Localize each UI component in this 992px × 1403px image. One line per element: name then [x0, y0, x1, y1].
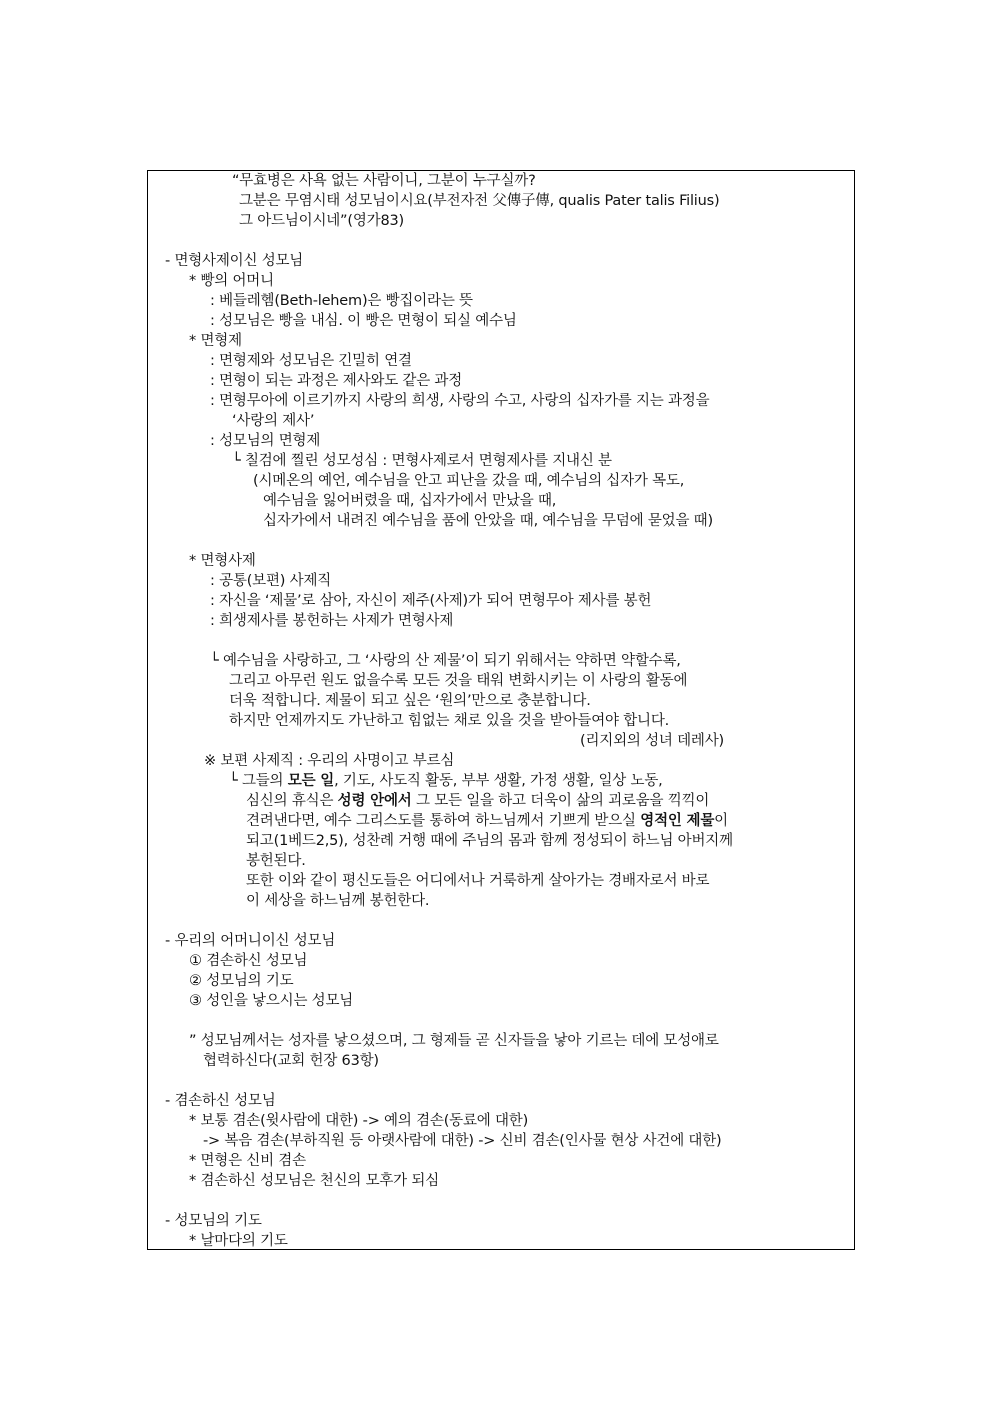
text-line: : 면형이 되는 과정은 제사와도 같은 과정 [210, 373, 463, 389]
text-line: : 베들레헴(Beth-lehem)은 빵집이라는 뜻 [210, 293, 473, 309]
text-line: * 빵의 어머니 [189, 273, 274, 289]
text-run: , 기도, 사도직 활동, 부부 생활, 가정 생활, 일상 노동, [334, 773, 663, 789]
text-line: 봉헌된다. [246, 853, 306, 869]
text-line: ③ 성인을 낳으시는 성모님 [189, 993, 354, 1009]
bold-phrase: 영적인 제물 [640, 813, 715, 829]
text-line: “무효병은 사욕 없는 사람이니, 그분이 누구실까? [232, 173, 536, 189]
text-line [246, 791, 709, 811]
text-line: └ 칠검에 찔린 성모성심 : 면형사제로서 면형제사를 지내신 분 [232, 453, 612, 469]
text-line: 예수님을 잃어버렸을 때, 십자가에서 만났을 때, [263, 493, 557, 509]
text-line: -> 복음 겸손(부하직원 등 아랫사람에 대한) -> 신비 겸손(인사물 현상 사건에 대한) [203, 1133, 722, 1149]
text-line: - 성모님의 기도 [165, 1213, 262, 1229]
text-line: * 보통 겸손(윗사람에 대한) -> 예의 겸손(동료에 대한) [189, 1113, 529, 1129]
text-line [229, 771, 663, 791]
text-line: 협력하신다(교회 헌장 63항) [203, 1053, 379, 1069]
text-line: * 날마다의 기도 [189, 1233, 288, 1249]
text-line: * 면형제 [189, 333, 242, 349]
text-line: (시메온의 예언, 예수님을 안고 피난을 갔을 때, 예수님의 십자가 목도, [253, 473, 685, 489]
text-line: - 면형사제이신 성모님 [165, 253, 304, 269]
text-line: : 성모님은 빵을 내심. 이 빵은 면형이 되실 예수님 [210, 313, 517, 329]
text-line: 더욱 적합니다. 제물이 되고 싶은 ‘원의’만으로 충분합니다. [229, 693, 591, 709]
text-line: 그리고 아무런 원도 없을수록 모든 것을 태워 변화시키는 이 사랑의 활동에 [229, 673, 688, 689]
text-line: : 성모님의 면형제 [210, 433, 321, 449]
text-line: 그분은 무염시태 성모님이시요(부전자전 父傳子傳, qualis Pater talis Filius) [239, 193, 720, 209]
text-line: 이 세상을 하느님께 봉헌한다. [246, 893, 430, 909]
text-line: ① 겸손하신 성모님 [189, 953, 308, 969]
text-run: 이 [714, 813, 728, 829]
text-run: 심신의 휴식은 [246, 793, 338, 809]
text-run: └ 그들의 [229, 773, 288, 789]
text-line: 또한 이와 같이 평신도들은 어디에서나 거룩하게 살아가는 경배자로서 바로 [246, 873, 710, 889]
text-line: └ 예수님을 사랑하고, 그 ‘사랑의 산 제물’이 되기 위해서는 약하면 약할수록, [210, 653, 681, 669]
text-line: * 면형은 신비 겸손 [189, 1153, 306, 1169]
text-line [246, 811, 728, 831]
text-run: 그 모든 일을 하고 더욱이 삶의 괴로움을 끽끽이 [411, 793, 710, 809]
text-run: 견려낸다면, 예수 그리스도를 통하여 하느님께서 기쁘게 받으실 [246, 813, 641, 829]
text-line: 십자가에서 내려진 예수님을 품에 안았을 때, 예수님을 무덤에 묻었을 때) [263, 513, 713, 529]
text-line: : 희생제사를 봉헌하는 사제가 면형사제 [210, 613, 454, 629]
text-line: - 겸손하신 성모님 [165, 1093, 276, 1109]
text-line: ” 성모님께서는 성자를 낳으셨으며, 그 형제들 곧 신자들을 낳아 기르는 데에 모성애로 [189, 1033, 719, 1049]
text-line: : 자신을 ‘제물’로 삼아, 자신이 제주(사제)가 되어 면형무아 제사를 봉헌 [210, 593, 652, 609]
text-line: : 면형무아에 이르기까지 사랑의 희생, 사랑의 수고, 사랑의 십자가를 지는 과정을 [210, 393, 710, 409]
text-line: * 면형사제 [189, 553, 256, 569]
text-line: ② 성모님의 기도 [189, 973, 294, 989]
document-text-box [147, 170, 855, 1250]
text-line: (리지외의 성녀 데레사) [580, 733, 724, 749]
text-line: 되고(1베드2,5), 성찬례 거행 때에 주님의 몸과 함께 정성되이 하느님 아버지께 [246, 833, 733, 849]
text-line: * 겸손하신 성모님은 천신의 모후가 되심 [189, 1173, 440, 1189]
text-line: 그 아드님이시네”(영가83) [239, 213, 404, 229]
text-line: 하지만 언제까지도 가난하고 힘없는 채로 있을 것을 받아들여야 합니다. [229, 713, 670, 729]
text-line: - 우리의 어머니이신 성모님 [165, 933, 336, 949]
text-line: : 공통(보편) 사제직 [210, 573, 332, 589]
bold-phrase: 모든 일 [287, 773, 335, 789]
text-line: ※ 보편 사제직 : 우리의 사명이고 부르심 [204, 753, 455, 769]
bold-phrase: 성령 안에서 [337, 793, 412, 809]
text-line: ‘사랑의 제사’ [232, 413, 315, 429]
text-line: : 면형제와 성모님은 긴밀히 연결 [210, 353, 412, 369]
